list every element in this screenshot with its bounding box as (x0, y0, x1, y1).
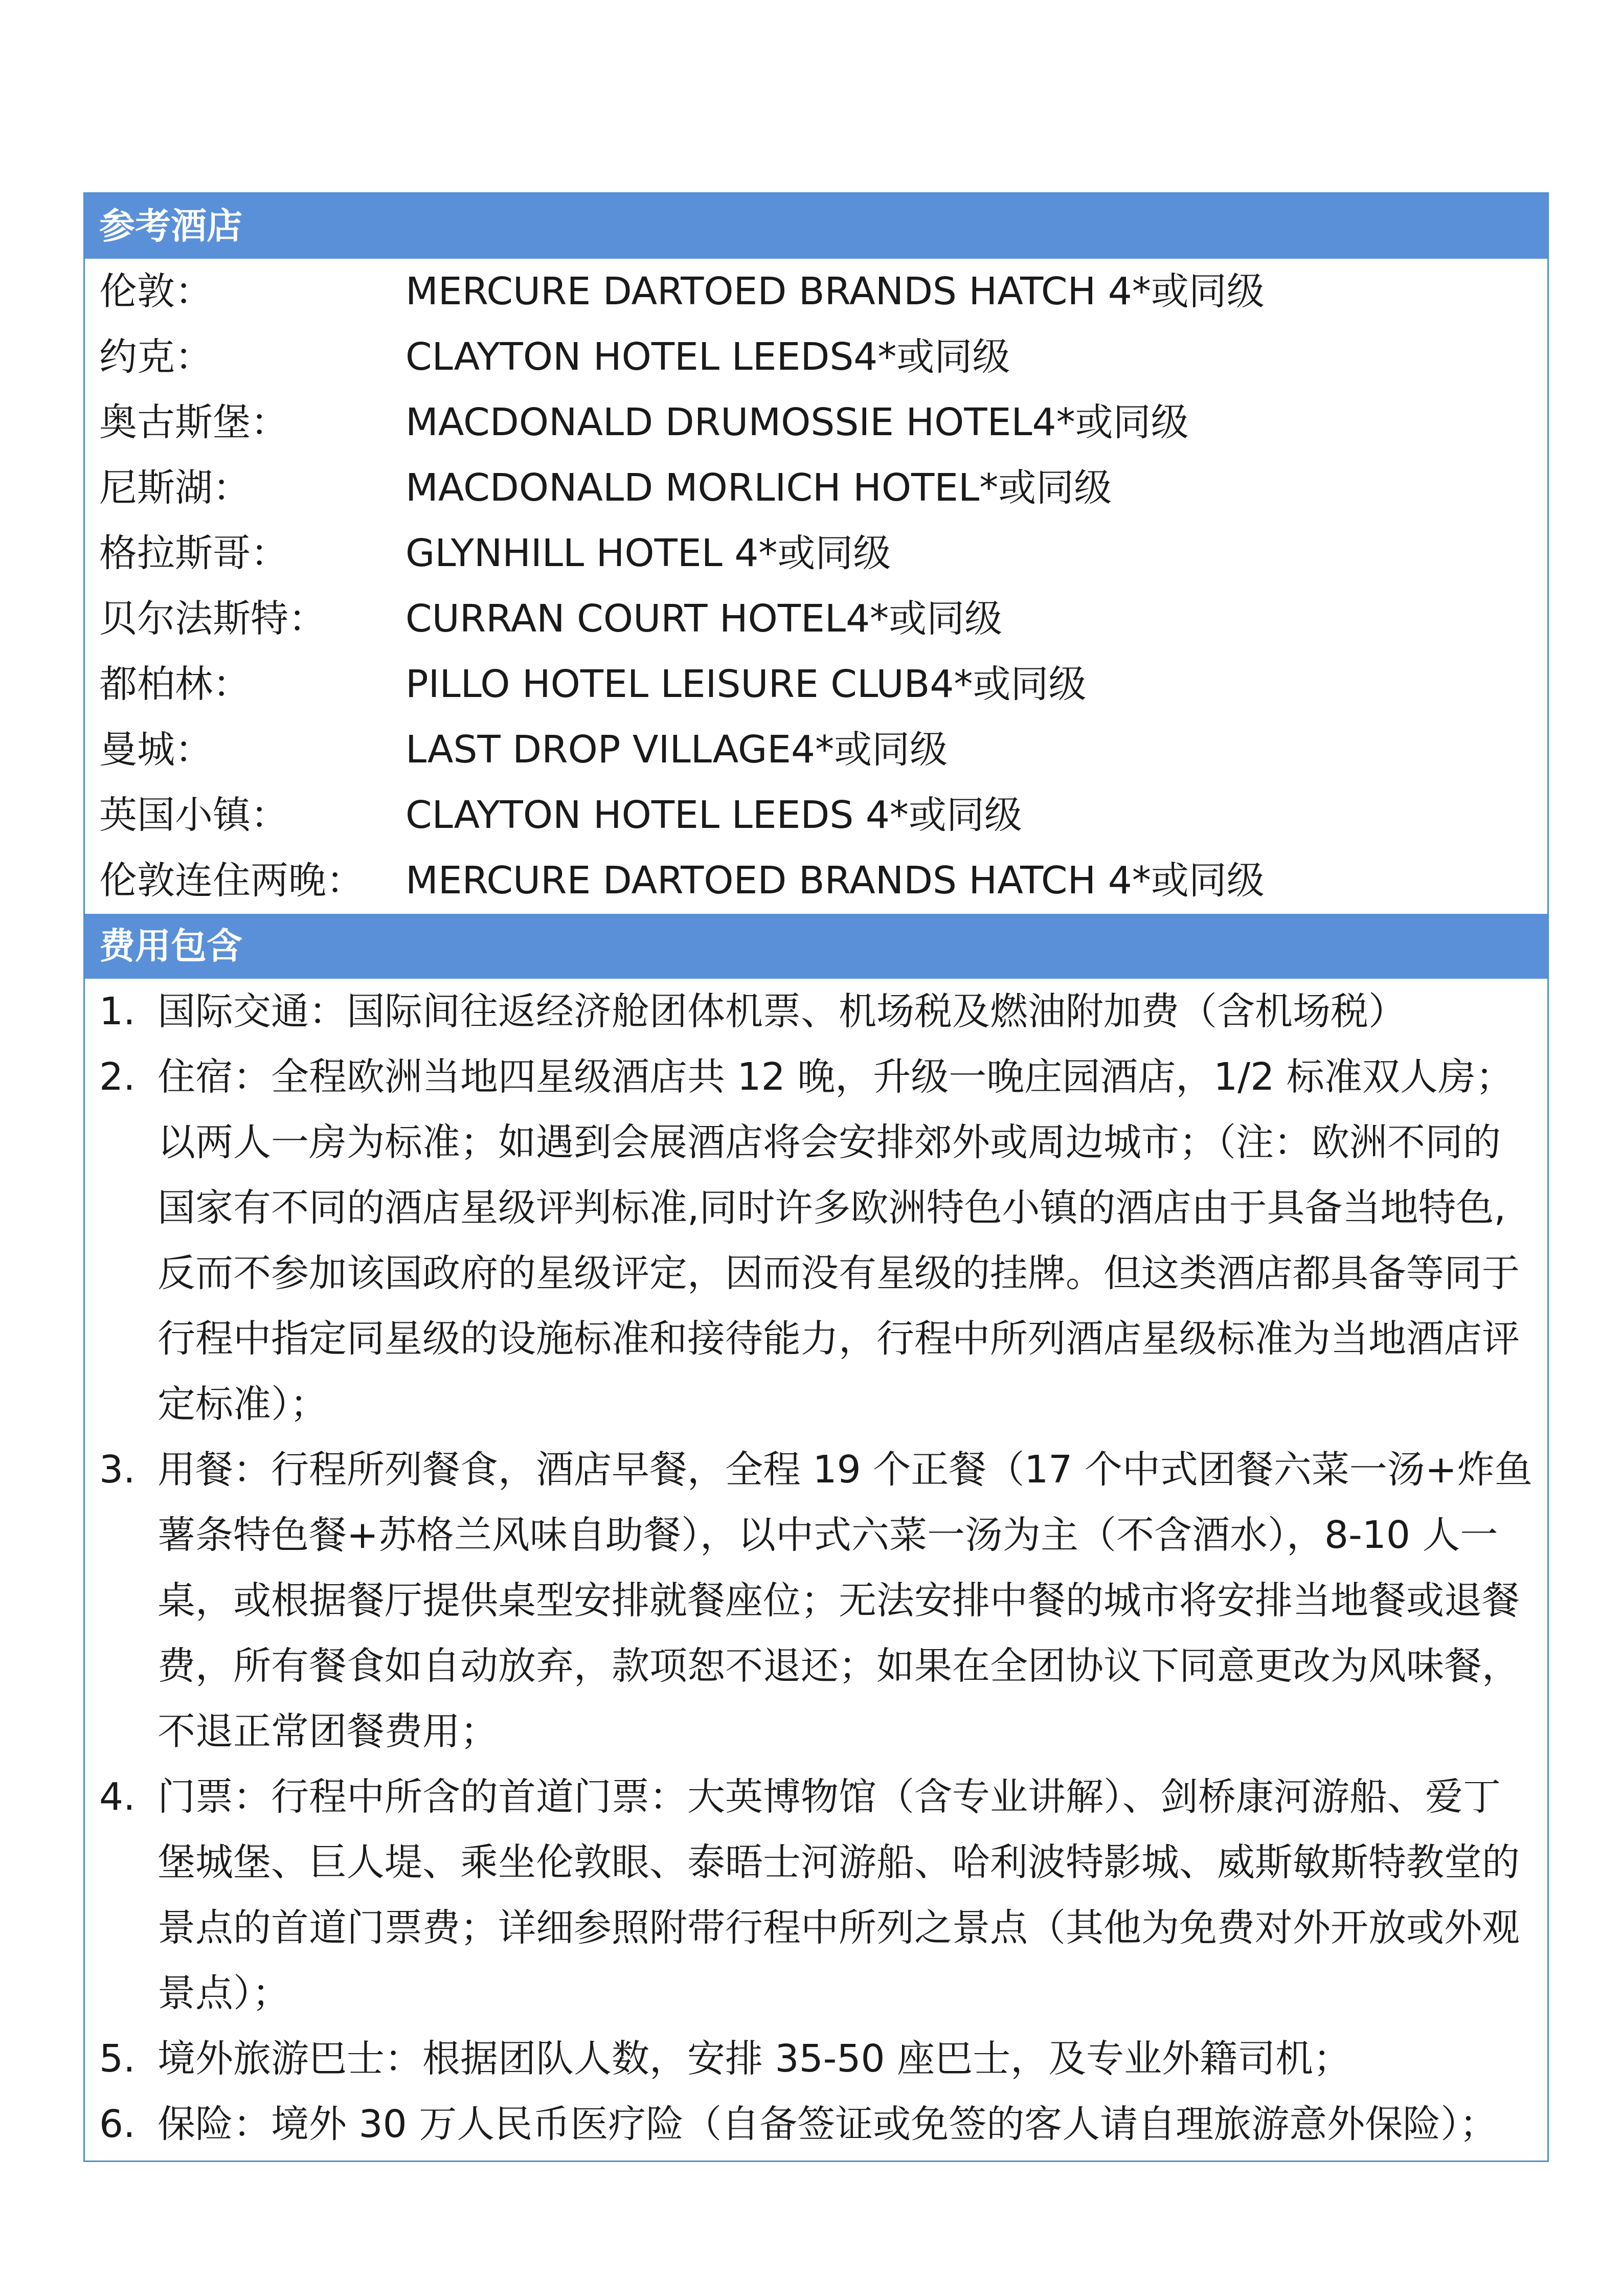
hotel-city: 伦敦： (99, 269, 213, 313)
hotel-row (85, 324, 1547, 390)
fee-item-text: 国家有不同的酒店星级评判标准,同时许多欧洲特色小镇的酒店由于具备当地特色, (157, 1186, 1506, 1230)
hotel-city: 约克： (99, 335, 213, 379)
hotel-row (85, 259, 1547, 324)
fee-item-text: 行程中指定同星级的设施标准和接待能力，行程中所列酒店星级标准为当地酒店评 (157, 1317, 1520, 1361)
fee-item-text: 定标准）； (157, 1382, 328, 1426)
hotel-row (85, 455, 1547, 521)
hotel-name: MERCURE DARTOED BRANDS HATCH 4*或同级 (405, 859, 1265, 903)
fee-item-text: 境外旅游巴士：根据团队人数，安排 35-50 座巴士，及专业外籍司机； (157, 2037, 1351, 2081)
fee-item-text: 景点的首道门票费；详细参照附带行程中所列之景点（其他为免费对外开放或外观 (157, 1906, 1520, 1950)
fee-item-number: 2. (99, 1055, 136, 1099)
hotel-row (85, 586, 1547, 651)
hotel-name: GLYNHILL HOTEL 4*或同级 (405, 531, 891, 575)
hotel-city: 奥古斯堡： (99, 400, 288, 444)
hotel-row (85, 848, 1547, 913)
fee-item-text: 费，所有餐食如自动放弃，款项恕不退还；如果在全团协议下同意更改为风味餐， (157, 1644, 1520, 1688)
fee-item-meals (85, 1437, 1547, 1764)
hotel-name: MACDONALD DRUMOSSIE HOTEL4*或同级 (405, 400, 1189, 444)
fee-item-text: 用餐：行程所列餐食，酒店早餐，全程 19 个正餐（17 个中式团餐六菜一汤+炸鱼 (157, 1448, 1532, 1492)
hotel-city: 都柏林： (99, 662, 251, 706)
fee-item-text: 景点）； (157, 1971, 290, 2015)
hotel-name: MERCURE DARTOED BRANDS HATCH 4*或同级 (405, 269, 1265, 313)
hotel-city: 英国小镇： (99, 793, 288, 837)
hotel-row (85, 782, 1547, 848)
fee-item-accommodation (85, 1044, 1547, 1437)
hotel-city: 伦敦连住两晚： (99, 859, 364, 903)
hotel-city: 格拉斯哥： (99, 531, 288, 575)
fee-item-text: 以两人一房为标准；如遇到会展酒店将会安排郊外或周边城市；（注：欧洲不同的 (157, 1120, 1501, 1164)
fee-list (85, 979, 1547, 2157)
fee-item-text: 保险：境外 30 万人民币医疗险（自备签证或免签的客人请自理旅游意外保险）； (157, 2102, 1498, 2146)
hotels-section-header: 参考酒店 (85, 194, 1547, 259)
hotel-city: 贝尔法斯特： (99, 597, 326, 641)
fee-item-text: 国际交通：国际间往返经济舱团体机票、机场税及燃油附加费（含机场税） (157, 989, 1406, 1033)
hotel-name: CLAYTON HOTEL LEEDS 4*或同级 (405, 793, 1022, 837)
fee-item-text: 反而不参加该国政府的星级评定，因而没有星级的挂牌。但这类酒店都具备等同于 (157, 1251, 1520, 1295)
hotel-row (85, 717, 1547, 782)
fee-item-text: 堡城堡、巨人堤、乘坐伦敦眼、泰晤士河游船、哈利波特影城、威斯敏斯特教堂的 (157, 1840, 1520, 1884)
hotel-row (85, 521, 1547, 586)
fee-item-insurance (85, 2091, 1547, 2157)
itinerary-table (83, 192, 1549, 2162)
fee-item-bus (85, 2026, 1547, 2091)
hotel-list (85, 259, 1547, 913)
hotel-city: 尼斯湖： (99, 466, 251, 510)
hotel-row (85, 651, 1547, 717)
fee-item-number: 3. (99, 1448, 136, 1492)
fee-item-text: 薯条特色餐+苏格兰风味自助餐），以中式六菜一汤为主（不含酒水），8-10 人一 (157, 1513, 1498, 1557)
fee-item-number: 4. (99, 1775, 136, 1819)
fee-item-text: 门票：行程中所含的首道门票：大英博物馆（含专业讲解）、剑桥康河游船、爱丁 (157, 1775, 1501, 1819)
fee-item-text: 桌，或根据餐厅提供桌型安排就餐座位；无法安排中餐的城市将安排当地餐或退餐 (157, 1579, 1520, 1623)
hotel-name: MACDONALD MORLICH HOTEL*或同级 (405, 466, 1112, 510)
hotel-row (85, 390, 1547, 455)
fees-section-header: 费用包含 (85, 914, 1547, 979)
hotel-city: 曼城： (99, 728, 213, 772)
fee-item-text: 不退正常团餐费用； (157, 1709, 498, 1753)
hotel-name: PILLO HOTEL LEISURE CLUB4*或同级 (405, 662, 1087, 706)
fee-item-international-transport (85, 979, 1547, 1044)
fee-item-number: 6. (99, 2102, 136, 2146)
hotel-name: CLAYTON HOTEL LEEDS4*或同级 (405, 335, 1010, 379)
fee-item-tickets (85, 1764, 1547, 2026)
hotel-name: CURRAN COURT HOTEL4*或同级 (405, 597, 1003, 641)
fee-item-text: 住宿：全程欧洲当地四星级酒店共 12 晚，升级一晚庄园酒店，1/2 标准双人房； (157, 1055, 1514, 1099)
hotel-name: LAST DROP VILLAGE4*或同级 (405, 728, 948, 772)
fee-item-number: 1. (99, 989, 136, 1033)
fee-item-number: 5. (99, 2037, 136, 2081)
